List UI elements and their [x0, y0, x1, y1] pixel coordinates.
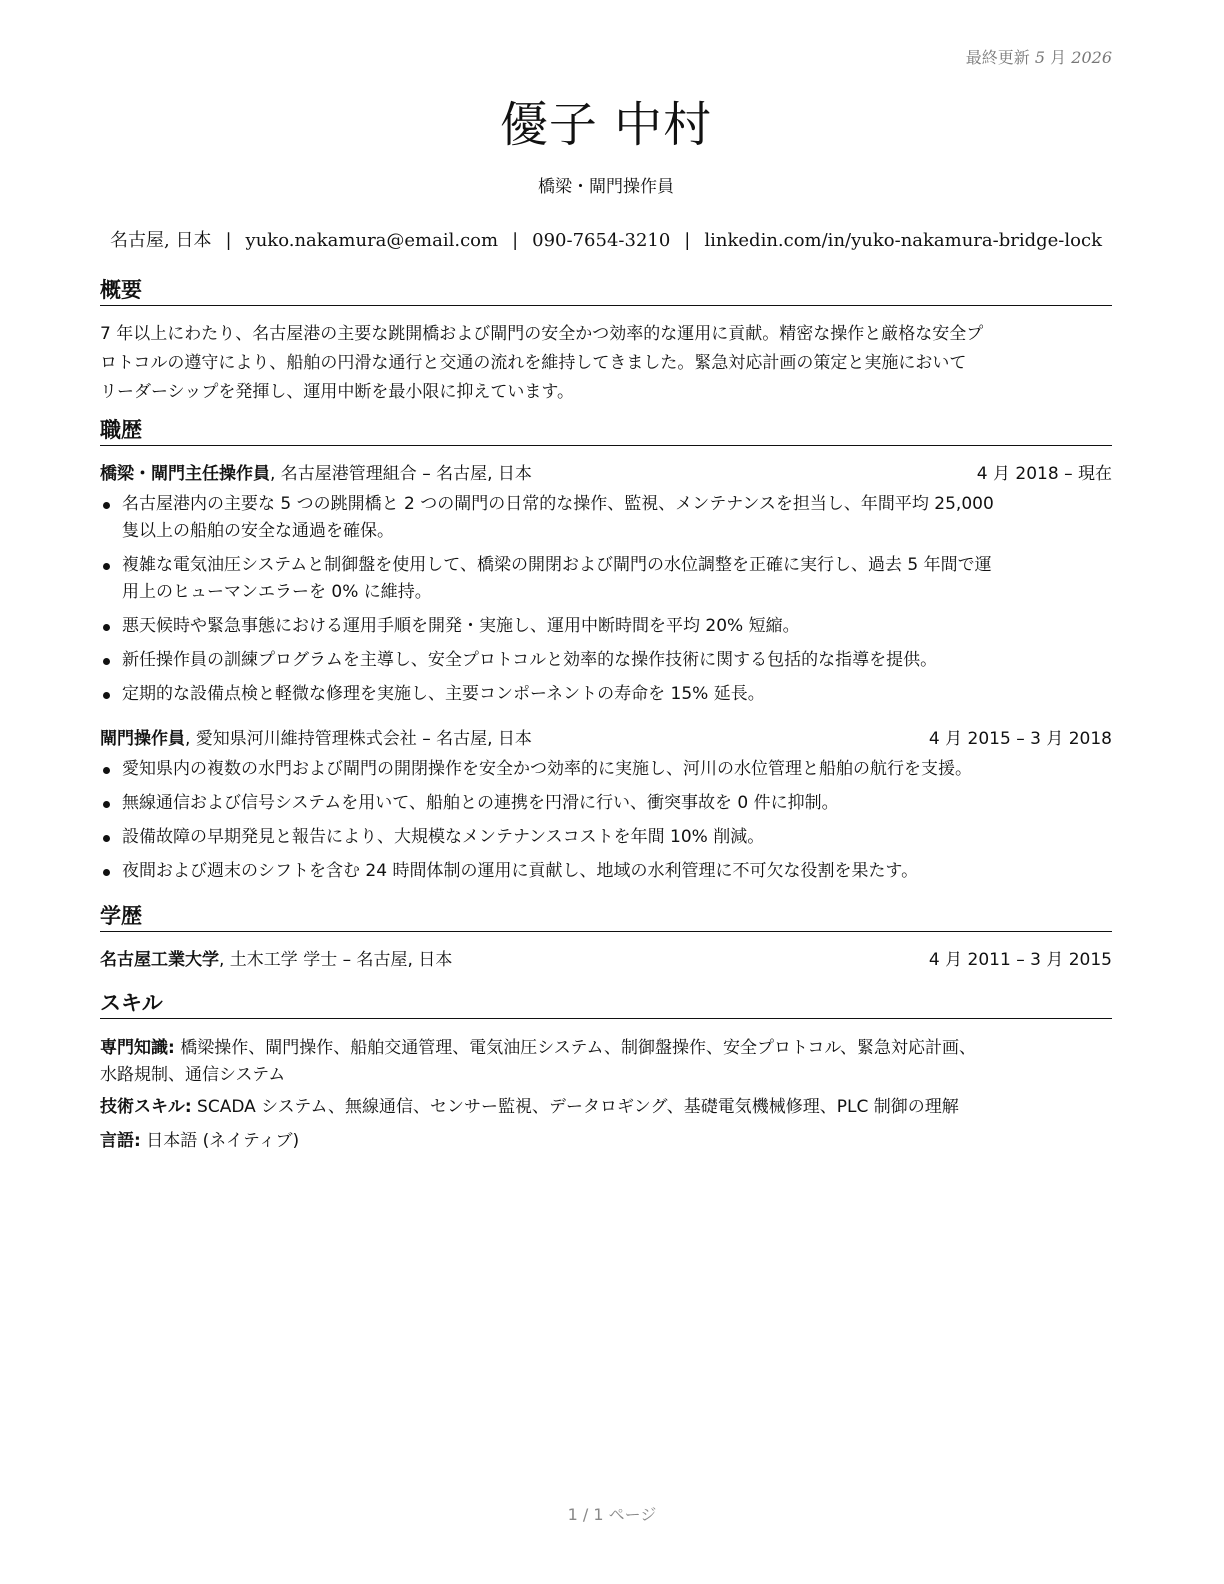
section-heading-summary: 概要: [100, 277, 1112, 306]
skill-label: 言語:: [100, 1131, 141, 1151]
contact-email[interactable]: yuko.nakamura@email.com: [245, 230, 499, 251]
summary-line: 7 年以上にわたり、名古屋港の主要な跳開橋および閘門の安全かつ効率的な運用に貢献。精密な操作と厳格な安全プ: [100, 324, 984, 344]
job-bullets: [100, 756, 1112, 892]
education-date: 4 月 2011 – 3 月 2015: [928, 950, 1112, 970]
bullet-icon: [103, 692, 110, 699]
job-date: 4 月 2015 – 3 月 2018: [928, 729, 1112, 749]
last-updated-year: 2026: [1071, 48, 1112, 67]
candidate-name: 優子 中村: [499, 97, 713, 153]
skill-label: 専門知識:: [100, 1038, 175, 1058]
bullet-icon: [103, 869, 110, 876]
job-date: 4 月 2018 – 現在: [976, 464, 1112, 484]
bullet-icon: [103, 624, 110, 631]
last-updated-label: 最終更新: [965, 48, 1030, 67]
contact-phone[interactable]: 090-7654-3210: [532, 230, 671, 251]
bullet-line: 夜間および週末のシフトを含む 24 時間体制の運用に貢献し、地域の水利管理に不可欠な役割を果たす。: [122, 861, 919, 881]
list-item: [100, 613, 1112, 640]
list-item: [100, 647, 1112, 674]
skill-row: [100, 1035, 1112, 1089]
job-header: [100, 460, 1112, 488]
skill-value: 日本語 (ネイティブ): [146, 1131, 300, 1151]
bullet-icon: [103, 835, 110, 842]
contact-separator: |: [684, 230, 691, 251]
skill-label: 技術スキル:: [100, 1097, 192, 1117]
section-heading-education: 学歴: [100, 903, 1112, 932]
bullet-line: 定期的な設備点検と軽微な修理を実施し、主要コンポーネントの寿命を 15% 延長。: [122, 684, 765, 704]
list-item: [100, 681, 1112, 708]
page-number: 1 / 1 ページ: [567, 1505, 657, 1524]
list-item: [100, 491, 1112, 545]
skill-row: [100, 1094, 1112, 1121]
education-detail: , 土木工学 学士 – 名古屋, 日本: [219, 950, 453, 970]
bullet-line: 悪天候時や緊急事態における運用手順を開発・実施し、運用中断時間を平均 20% 短縮。: [122, 616, 800, 636]
bullet-icon: [103, 801, 110, 808]
contact-linkedin[interactable]: linkedin.com/in/yuko-nakamura-bridge-lock: [704, 230, 1102, 251]
skill-row: [100, 1128, 1112, 1155]
bullet-icon: [103, 658, 110, 665]
contact-line: [100, 226, 1112, 252]
list-item: [100, 858, 1112, 885]
bullet-line: 用上のヒューマンエラーを 0% に維持。: [122, 582, 432, 602]
bullet-line: 愛知県内の複数の水門および閘門の開閉操作を安全かつ効率的に実施し、河川の水位管理と船舶の航行を支援。: [122, 759, 972, 779]
job-org: , 愛知県河川維持管理株式会社 – 名古屋, 日本: [185, 729, 532, 749]
bullet-line: 新任操作員の訓練プログラムを主導し、安全プロトコルと効率的な操作技術に関する包括的な指導を提供。: [122, 650, 938, 670]
job-org: , 名古屋港管理組合 – 名古屋, 日本: [270, 464, 532, 484]
job-header: [100, 725, 1112, 753]
job-role: 閘門操作員: [100, 729, 185, 749]
bullet-line: 複雑な電気油圧システムと制御盤を使用して、橋梁の開閉および閘門の水位調整を正確に実行し、過去 5 年間で運: [122, 555, 992, 575]
last-updated-month: 5: [1034, 48, 1046, 67]
job-role: 橋梁・閘門主任操作員: [100, 464, 270, 484]
last-updated-month-unit: 月: [1050, 48, 1067, 67]
bullet-icon: [103, 563, 110, 570]
last-updated: [966, 45, 1112, 68]
list-item: [100, 552, 1112, 606]
bullet-line: 設備故障の早期発見と報告により、大規模なメンテナンスコストを年間 10% 削減。: [122, 827, 765, 847]
list-item: [100, 790, 1112, 817]
contact-separator: |: [512, 230, 519, 251]
summary-line: ロトコルの遵守により、船舶の円滑な通行と交通の流れを維持してきました。緊急対応計画の策定と実施において: [100, 353, 967, 373]
section-heading-experience: 職歴: [100, 417, 1112, 446]
education-entry: [100, 946, 1112, 974]
bullet-icon: [103, 767, 110, 774]
bullet-line: 名古屋港内の主要な 5 つの跳開橋と 2 つの閘門の日常的な操作、監視、メンテナンスを担当し、年間平均 25,000: [122, 494, 994, 514]
skill-value: 水路規制、通信システム: [100, 1065, 286, 1085]
skill-value: 橋梁操作、閘門操作、船舶交通管理、電気油圧システム、制御盤操作、安全プロトコル、緊急対応計画、: [180, 1038, 976, 1058]
list-item: [100, 824, 1112, 851]
skill-value: SCADA システム、無線通信、センサー監視、データロギング、基礎電気機械修理、PLC 制御の理解: [197, 1097, 959, 1117]
summary-line: リーダーシップを発揮し、運用中断を最小限に抑えています。: [100, 382, 574, 402]
job-bullets: [100, 491, 1112, 715]
summary-text: [100, 320, 1112, 407]
section-heading-skills: スキル: [100, 990, 1112, 1019]
bullet-line: 無線通信および信号システムを用いて、船舶との連携を円滑に行い、衝突事故を 0 件に抑制。: [122, 793, 839, 813]
list-item: [100, 756, 1112, 783]
contact-separator: |: [225, 230, 232, 251]
candidate-title: 橋梁・閘門操作員: [538, 177, 674, 197]
contact-location: 名古屋, 日本: [110, 230, 212, 251]
education-school: 名古屋工業大学: [100, 950, 219, 970]
bullet-line: 隻以上の船舶の安全な通過を確保。: [122, 521, 394, 541]
bullet-icon: [103, 502, 110, 509]
